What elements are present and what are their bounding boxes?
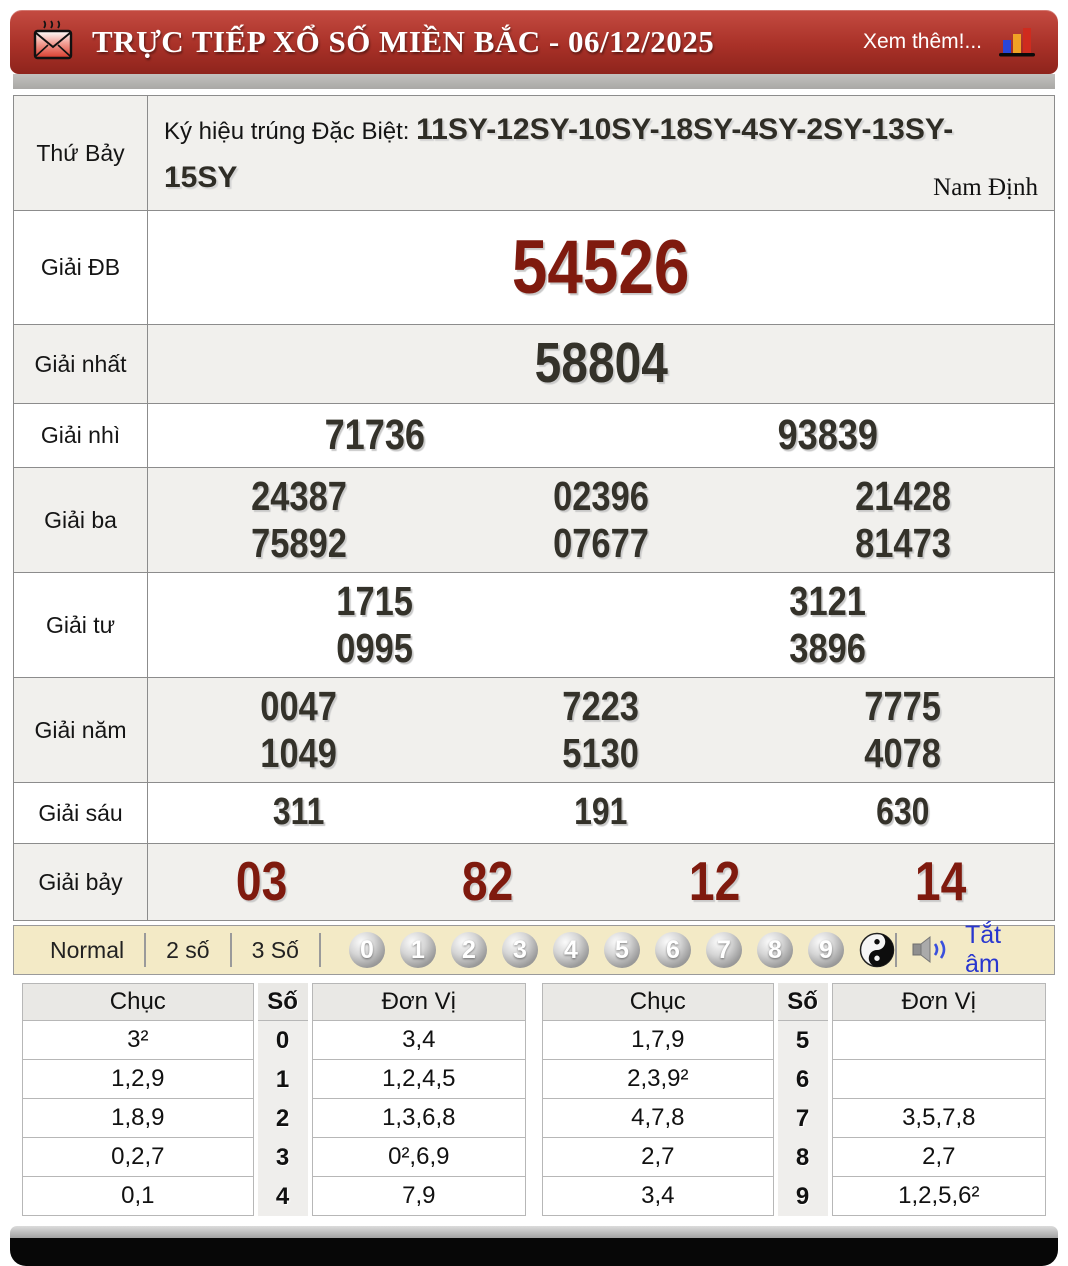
bar-chart-icon[interactable] (996, 25, 1038, 59)
ball-1[interactable]: 1 (400, 932, 436, 968)
prize-row-special (14, 211, 1054, 325)
prize-number: 71736 (324, 410, 425, 459)
ball-8[interactable]: 8 (757, 932, 793, 968)
ball-3[interactable]: 3 (502, 932, 538, 968)
prize-number: 07677 (553, 520, 649, 566)
prize-number: 5130 (562, 730, 640, 776)
prize-number: 7775 (864, 682, 942, 729)
ball-0[interactable]: 0 (349, 932, 385, 968)
special-symbol-cell (148, 96, 1054, 210)
units-cell (832, 1060, 1046, 1099)
ball-9[interactable]: 9 (808, 932, 844, 968)
results-table (13, 95, 1055, 921)
prize-number: 81473 (855, 520, 951, 566)
prize-row-second (14, 404, 1054, 468)
tens-cell: 0,2,7 (22, 1138, 254, 1177)
prize-number: 191 (574, 791, 628, 834)
prize-number: 630 (876, 791, 930, 834)
header-bar (10, 10, 1058, 74)
units-column (832, 983, 1046, 1216)
digit-cell: 7 (795, 1104, 810, 1132)
mute-button[interactable]: Tắt âm (964, 921, 1002, 978)
page-title: TRỰC TIẾP XỔ SỐ MIỀN BẮC - 06/12/2025 (92, 24, 715, 59)
ball-7[interactable]: 7 (706, 932, 742, 968)
units-cell: 1,2,5,6² (832, 1177, 1046, 1216)
digit-cell: 2 (275, 1104, 290, 1132)
special-symbol-text (164, 106, 1026, 202)
prize-number: 4078 (864, 730, 942, 776)
digit-cell: 1 (275, 1065, 290, 1093)
prize-number: 1715 (336, 577, 413, 624)
tens-cell: 2,3,9² (542, 1060, 774, 1099)
column-header-digit: Số (778, 983, 828, 1021)
footer-gray-strip (10, 1226, 1058, 1238)
speaker-icon[interactable] (911, 934, 951, 966)
prize-number: 24387 (251, 472, 347, 519)
prize-row-third (14, 468, 1054, 573)
prize-row-fourth (14, 573, 1054, 678)
mode-2-digit-button[interactable]: 2 số (166, 936, 210, 963)
prize-number: 0995 (336, 625, 413, 671)
sound-control (895, 921, 1038, 979)
units-cell: 1,3,6,8 (312, 1099, 526, 1138)
digit-column (258, 983, 308, 1216)
divider (319, 933, 321, 967)
prize-label: Giải ĐB (14, 211, 148, 324)
units-cell: 7,9 (312, 1177, 526, 1216)
prize-number: 93839 (777, 410, 878, 459)
prize-row-seventh (14, 844, 1054, 920)
ball-4[interactable]: 4 (553, 932, 589, 968)
column-header-digit: Số (258, 983, 308, 1021)
mode-normal-button[interactable]: Normal (50, 936, 125, 963)
prize-number: 1049 (260, 730, 338, 776)
prize-number: 0047 (260, 682, 338, 729)
prize-number: 58804 (534, 331, 668, 396)
column-header-tens: Chục (22, 983, 254, 1021)
footer-bar (10, 1226, 1058, 1266)
prize-label: Giải nhì (14, 404, 148, 467)
prize-label: Giải năm (14, 678, 148, 782)
ball-6[interactable]: 6 (655, 932, 691, 968)
prize-number: 12 (688, 850, 740, 913)
prize-number: 21428 (855, 472, 951, 519)
tens-column (22, 983, 254, 1216)
control-bar (13, 921, 1055, 978)
prize-number: 75892 (251, 520, 347, 566)
digit-analysis-table (22, 983, 1046, 1216)
tens-cell: 2,7 (542, 1138, 774, 1177)
tens-cell: 0,1 (22, 1177, 254, 1216)
prize-number: 54526 (512, 224, 690, 310)
digit-cell: 6 (795, 1065, 810, 1093)
draw-day-label: Thứ Bảy (14, 96, 148, 210)
prize-number: 03 (235, 850, 287, 913)
prize-row-first (14, 325, 1054, 404)
prize-number: 82 (462, 850, 514, 913)
tens-cell: 3,4 (542, 1177, 774, 1216)
units-cell: 0²,6,9 (312, 1138, 526, 1177)
draw-info-row (14, 96, 1054, 211)
yin-yang-icon[interactable] (859, 932, 895, 968)
prize-label: Giải tư (14, 573, 148, 677)
tens-column (542, 983, 774, 1216)
envelope-icon (30, 19, 76, 65)
province-name: Nam Định (933, 174, 1038, 201)
column-header-tens: Chục (542, 983, 774, 1021)
prize-label: Giải ba (14, 468, 148, 572)
special-symbol-codes: 11SY-12SY-10SY-18SY-4SY-2SY-13SY-15SY (164, 113, 954, 194)
units-cell: 3,4 (312, 1021, 526, 1060)
tens-cell: 3² (22, 1021, 254, 1060)
ball-2[interactable]: 2 (451, 932, 487, 968)
prize-number: 311 (273, 791, 325, 834)
prize-number: 7223 (562, 682, 640, 729)
prize-row-fifth (14, 678, 1054, 783)
tens-cell: 1,7,9 (542, 1021, 774, 1060)
digit-cell: 5 (795, 1026, 810, 1054)
units-cell (832, 1021, 1046, 1060)
special-symbol-prefix: Ký hiệu trúng Đặc Biệt: (164, 118, 417, 145)
mode-3-digit-button[interactable]: 3 Số (251, 936, 299, 963)
prize-number: 3896 (789, 625, 866, 671)
units-cell: 3,5,7,8 (832, 1099, 1046, 1138)
divider (895, 933, 897, 967)
ball-5[interactable]: 5 (604, 932, 640, 968)
prize-number: 14 (915, 850, 967, 913)
analysis-right (542, 983, 1046, 1216)
digit-cell: 4 (275, 1182, 290, 1210)
number-ball-list (349, 932, 895, 968)
column-header-units: Đơn Vị (312, 983, 526, 1021)
prize-label: Giải nhất (14, 325, 148, 403)
prize-label: Giải sáu (14, 783, 148, 843)
digit-column (778, 983, 828, 1216)
footer-black-bar (10, 1238, 1058, 1266)
digit-cell: 0 (275, 1026, 290, 1054)
analysis-left (22, 983, 526, 1216)
prize-number: 3121 (789, 577, 866, 624)
column-header-units: Đơn Vị (832, 983, 1046, 1021)
see-more-link[interactable]: Xem thêm!... (862, 30, 982, 53)
prize-label: Giải bảy (14, 844, 148, 920)
units-cell: 1,2,4,5 (312, 1060, 526, 1099)
lottery-widget (10, 10, 1058, 1266)
prize-row-sixth (14, 783, 1054, 844)
digit-cell: 8 (795, 1143, 810, 1171)
tens-cell: 1,2,9 (22, 1060, 254, 1099)
units-cell: 2,7 (832, 1138, 1046, 1177)
units-column (312, 983, 526, 1216)
tens-cell: 1,8,9 (22, 1099, 254, 1138)
prize-number: 02396 (553, 472, 649, 519)
tens-cell: 4,7,8 (542, 1099, 774, 1138)
digit-cell: 9 (795, 1182, 810, 1210)
header-shadow-strip (13, 74, 1055, 89)
digit-cell: 3 (275, 1143, 290, 1171)
